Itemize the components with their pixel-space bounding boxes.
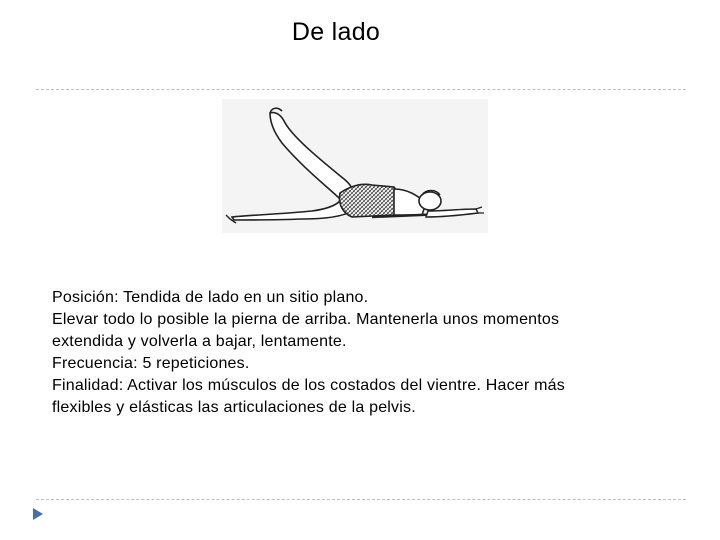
triangle-bullet-icon — [32, 507, 44, 521]
purpose-line-2: flexibles y elásticas las articulaciones de la pelvis. — [52, 399, 416, 416]
purpose-line-1: Finalidad: Activar los músculos de los costados del vientre. Hacer más — [52, 377, 565, 394]
exercise-illustration — [222, 99, 488, 233]
exercise-description — [52, 287, 652, 419]
exercise-drawing — [222, 99, 488, 233]
slide-title: De lado — [291, 18, 381, 46]
position-line: Posición: Tendida de lado en un sitio plano. — [52, 289, 369, 306]
top-divider — [36, 89, 686, 90]
bottom-divider — [36, 499, 686, 500]
instruction-line-1: Elevar todo lo posible la pierna de arriba. Mantenerla unos momentos — [52, 311, 560, 328]
frequency-line: Frecuencia: 5 repeticiones. — [52, 355, 250, 372]
instruction-line-2: extendida y volverla a bajar, lentamente. — [52, 333, 347, 350]
